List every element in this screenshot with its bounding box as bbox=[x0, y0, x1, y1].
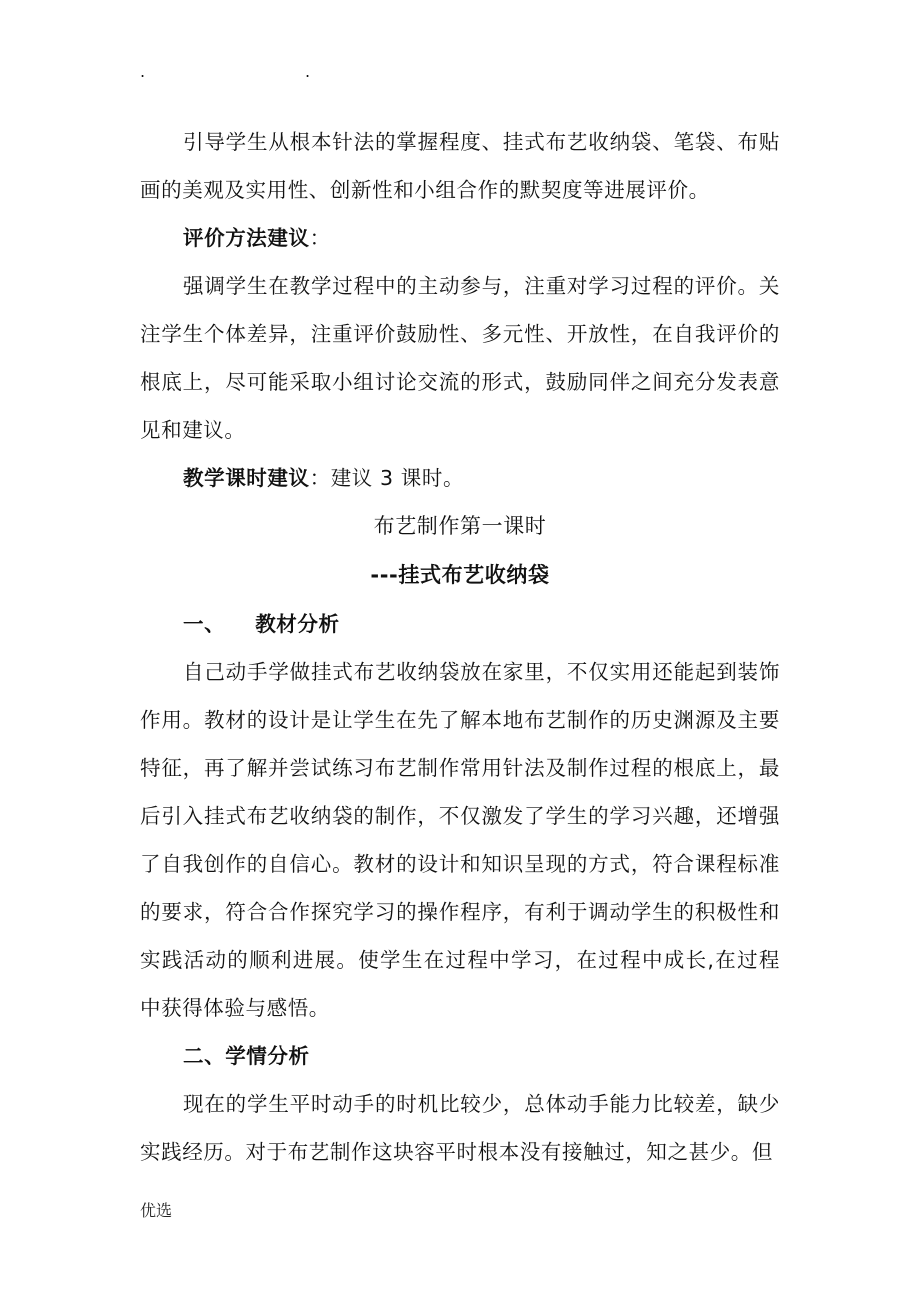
teaching-hours-text: ：建议 3 课时。 bbox=[309, 466, 465, 490]
paragraph-textbook-analysis: 自己动手学做挂式布艺收纳袋放在家里，不仅实用还能起到装饰作用。教材的设计是让学生在先了解本地布艺制作的历史渊源及主要特征，再了解并尝试练习布艺制作常用针法及制作过程的根底上，最后引入挂式布艺收纳袋的制作，不仅激发了学生的学习兴趣，还增强了自我创作的自信心。教材的设计和知识呈现的方式，符合课程标准的要求，符合合作探究学习的操作程序，有利于调动学生的积极性和实践活动的顺利进展。使学生在过程中学习，在过程中成长,在过程中获得体验与感悟。 bbox=[140, 660, 780, 1020]
section-heading-student-analysis: 二、学情分析 bbox=[183, 1044, 310, 1068]
evaluation-method-colon: ： bbox=[309, 226, 331, 250]
lesson-title: 布艺制作第一课时 bbox=[373, 514, 547, 538]
paragraph-student-analysis: 现在的学生平时动手的时机比较少，总体动手能力比较差，缺少实践经历。对于布艺制作这块容平时根本没有接触过，知之甚少。但 bbox=[140, 1092, 780, 1164]
header-dot-left: . bbox=[140, 62, 146, 81]
footer-label: 优选 bbox=[140, 1201, 173, 1220]
teaching-hours-heading: 教学课时建议 bbox=[183, 466, 310, 490]
paragraph-evaluation-scope: 引导学生从根本针法的掌握程度、挂式布艺收纳袋、笔袋、布贴画的美观及实用性、创新性和小组合作的默契度等进展评价。 bbox=[140, 130, 780, 202]
paragraph-evaluation-method: 强调学生在教学过程中的主动参与，注重对学习过程的评价。关注学生个体差异，注重评价鼓励性、多元性、开放性，在自我评价的根底上，尽可能采取小组讨论交流的形式，鼓励同伴之间充分发表意见和建议。 bbox=[140, 274, 780, 442]
section-heading-textbook-analysis bbox=[140, 600, 780, 648]
evaluation-method-line bbox=[140, 214, 780, 262]
evaluation-method-heading: 评价方法建议 bbox=[183, 226, 310, 250]
section-title-1: 教材分析 bbox=[255, 612, 340, 636]
header-dot-right: . bbox=[305, 62, 311, 81]
document-body bbox=[140, 118, 780, 1176]
teaching-hours-line bbox=[140, 454, 780, 502]
section-number-1: 一、 bbox=[183, 612, 226, 636]
lesson-subtitle: ---挂式布艺收纳袋 bbox=[370, 563, 550, 587]
